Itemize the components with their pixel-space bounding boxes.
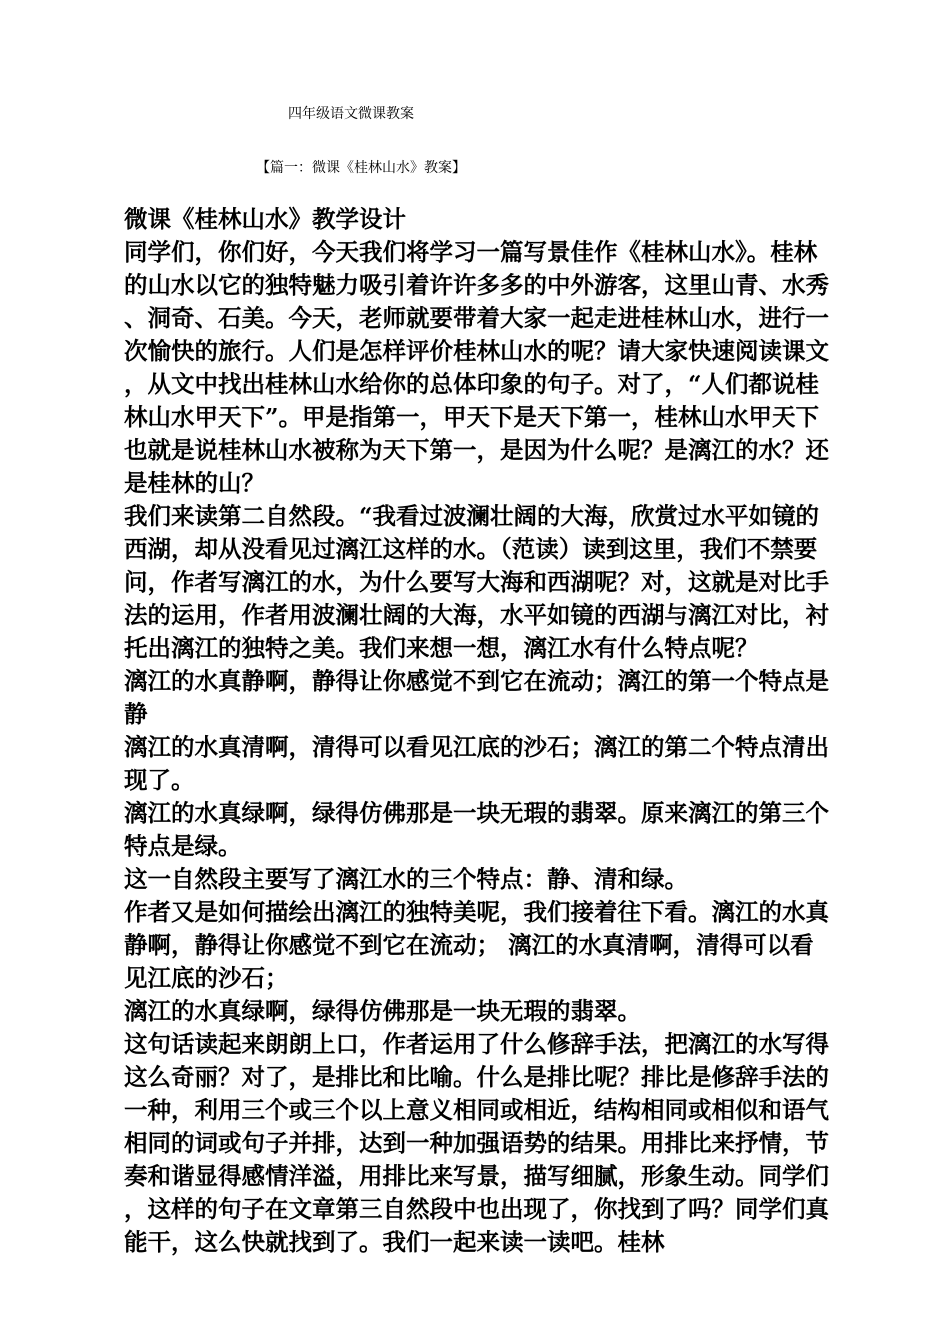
paragraph: 漓江的水真绿啊，绿得仿佛那是一块无瑕的翡翠。原来漓江的第三个特点是绿。 bbox=[124, 799, 829, 860]
paragraph: 漓江的水真绿啊，绿得仿佛那是一块无瑕的翡翠。 bbox=[124, 997, 641, 1025]
section-heading: 【篇一：微课《桂林山水》教案】 bbox=[256, 160, 466, 176]
paragraph: 漓江的水真清啊，清得可以看见江底的沙石；漓江的第二个特点清出现了。 bbox=[124, 733, 829, 794]
lesson-title: 微课《桂林山水》教学设计 bbox=[124, 205, 406, 233]
paragraph: 漓江的水真静啊，静得让你感觉不到它在流动；漓江的第一个特点是静 bbox=[124, 667, 829, 728]
document-body bbox=[118, 203, 834, 1259]
paragraph: 这一自然段主要写了漓江水的三个特点：静、清和绿。 bbox=[124, 865, 688, 893]
document-title: 四年级语文微课教案 bbox=[288, 106, 414, 122]
paragraph: 我们来读第二自然段。“我看过波澜壮阔的大海，欣赏过水平如镜的西湖，却从没看见过漓江这样的水。（范读）读到这里，我们不禁要问，作者写漓江的水，为什么要写大海和西湖呢？对，这就是对比手法的运用，作者用波澜壮阔的大海，水平如镜的西湖与漓江对比，衬托出漓江的独特之美。我们来想一想，漓江水有什么特点呢？ bbox=[124, 502, 829, 662]
paragraph: 作者又是如何描绘出漓江的独特美呢，我们接着往下看。漓江的水真静啊，静得让你感觉不到它在流动； 漓江的水真清啊，清得可以看见江底的沙石； bbox=[124, 898, 829, 992]
paragraph: 这句话读起来朗朗上口，作者运用了什么修辞手法，把漓江的水写得这么奇丽？对了，是排比和比喻。什么是排比呢？排比是修辞手法的一种，利用三个或三个以上意义相同或相近，结构相同或相似和语气相同的词或句子并排，达到一种加强语势的结果。用排比来抒情，节奏和谐显得感情洋溢，用排比来写景，描写细腻，形象生动。同学们，这样的句子在文章第三自然段中也出现了，你找到了吗？同学们真能干，这么快就找到了。我们一起来读一读吧。桂林 bbox=[124, 1030, 829, 1256]
paragraph: 同学们，你们好，今天我们将学习一篇写景佳作《桂林山水》。桂林的山水以它的独特魅力吸引着许许多多的中外游客，这里山青、水秀、洞奇、石美。今天，老师就要带着大家一起走进桂林山水，进行一次愉快的旅行。人们是怎样评价桂林山水的呢？请大家快速阅读课文，从文中找出桂林山水给你的总体印象的句子。对了，“人们都说桂林山水甲天下”。甲是指第一，甲天下是天下第一，桂林山水甲天下也就是说桂林山水被称为天下第一，是因为什么呢？是漓江的水？还是桂林的山？ bbox=[124, 238, 829, 497]
